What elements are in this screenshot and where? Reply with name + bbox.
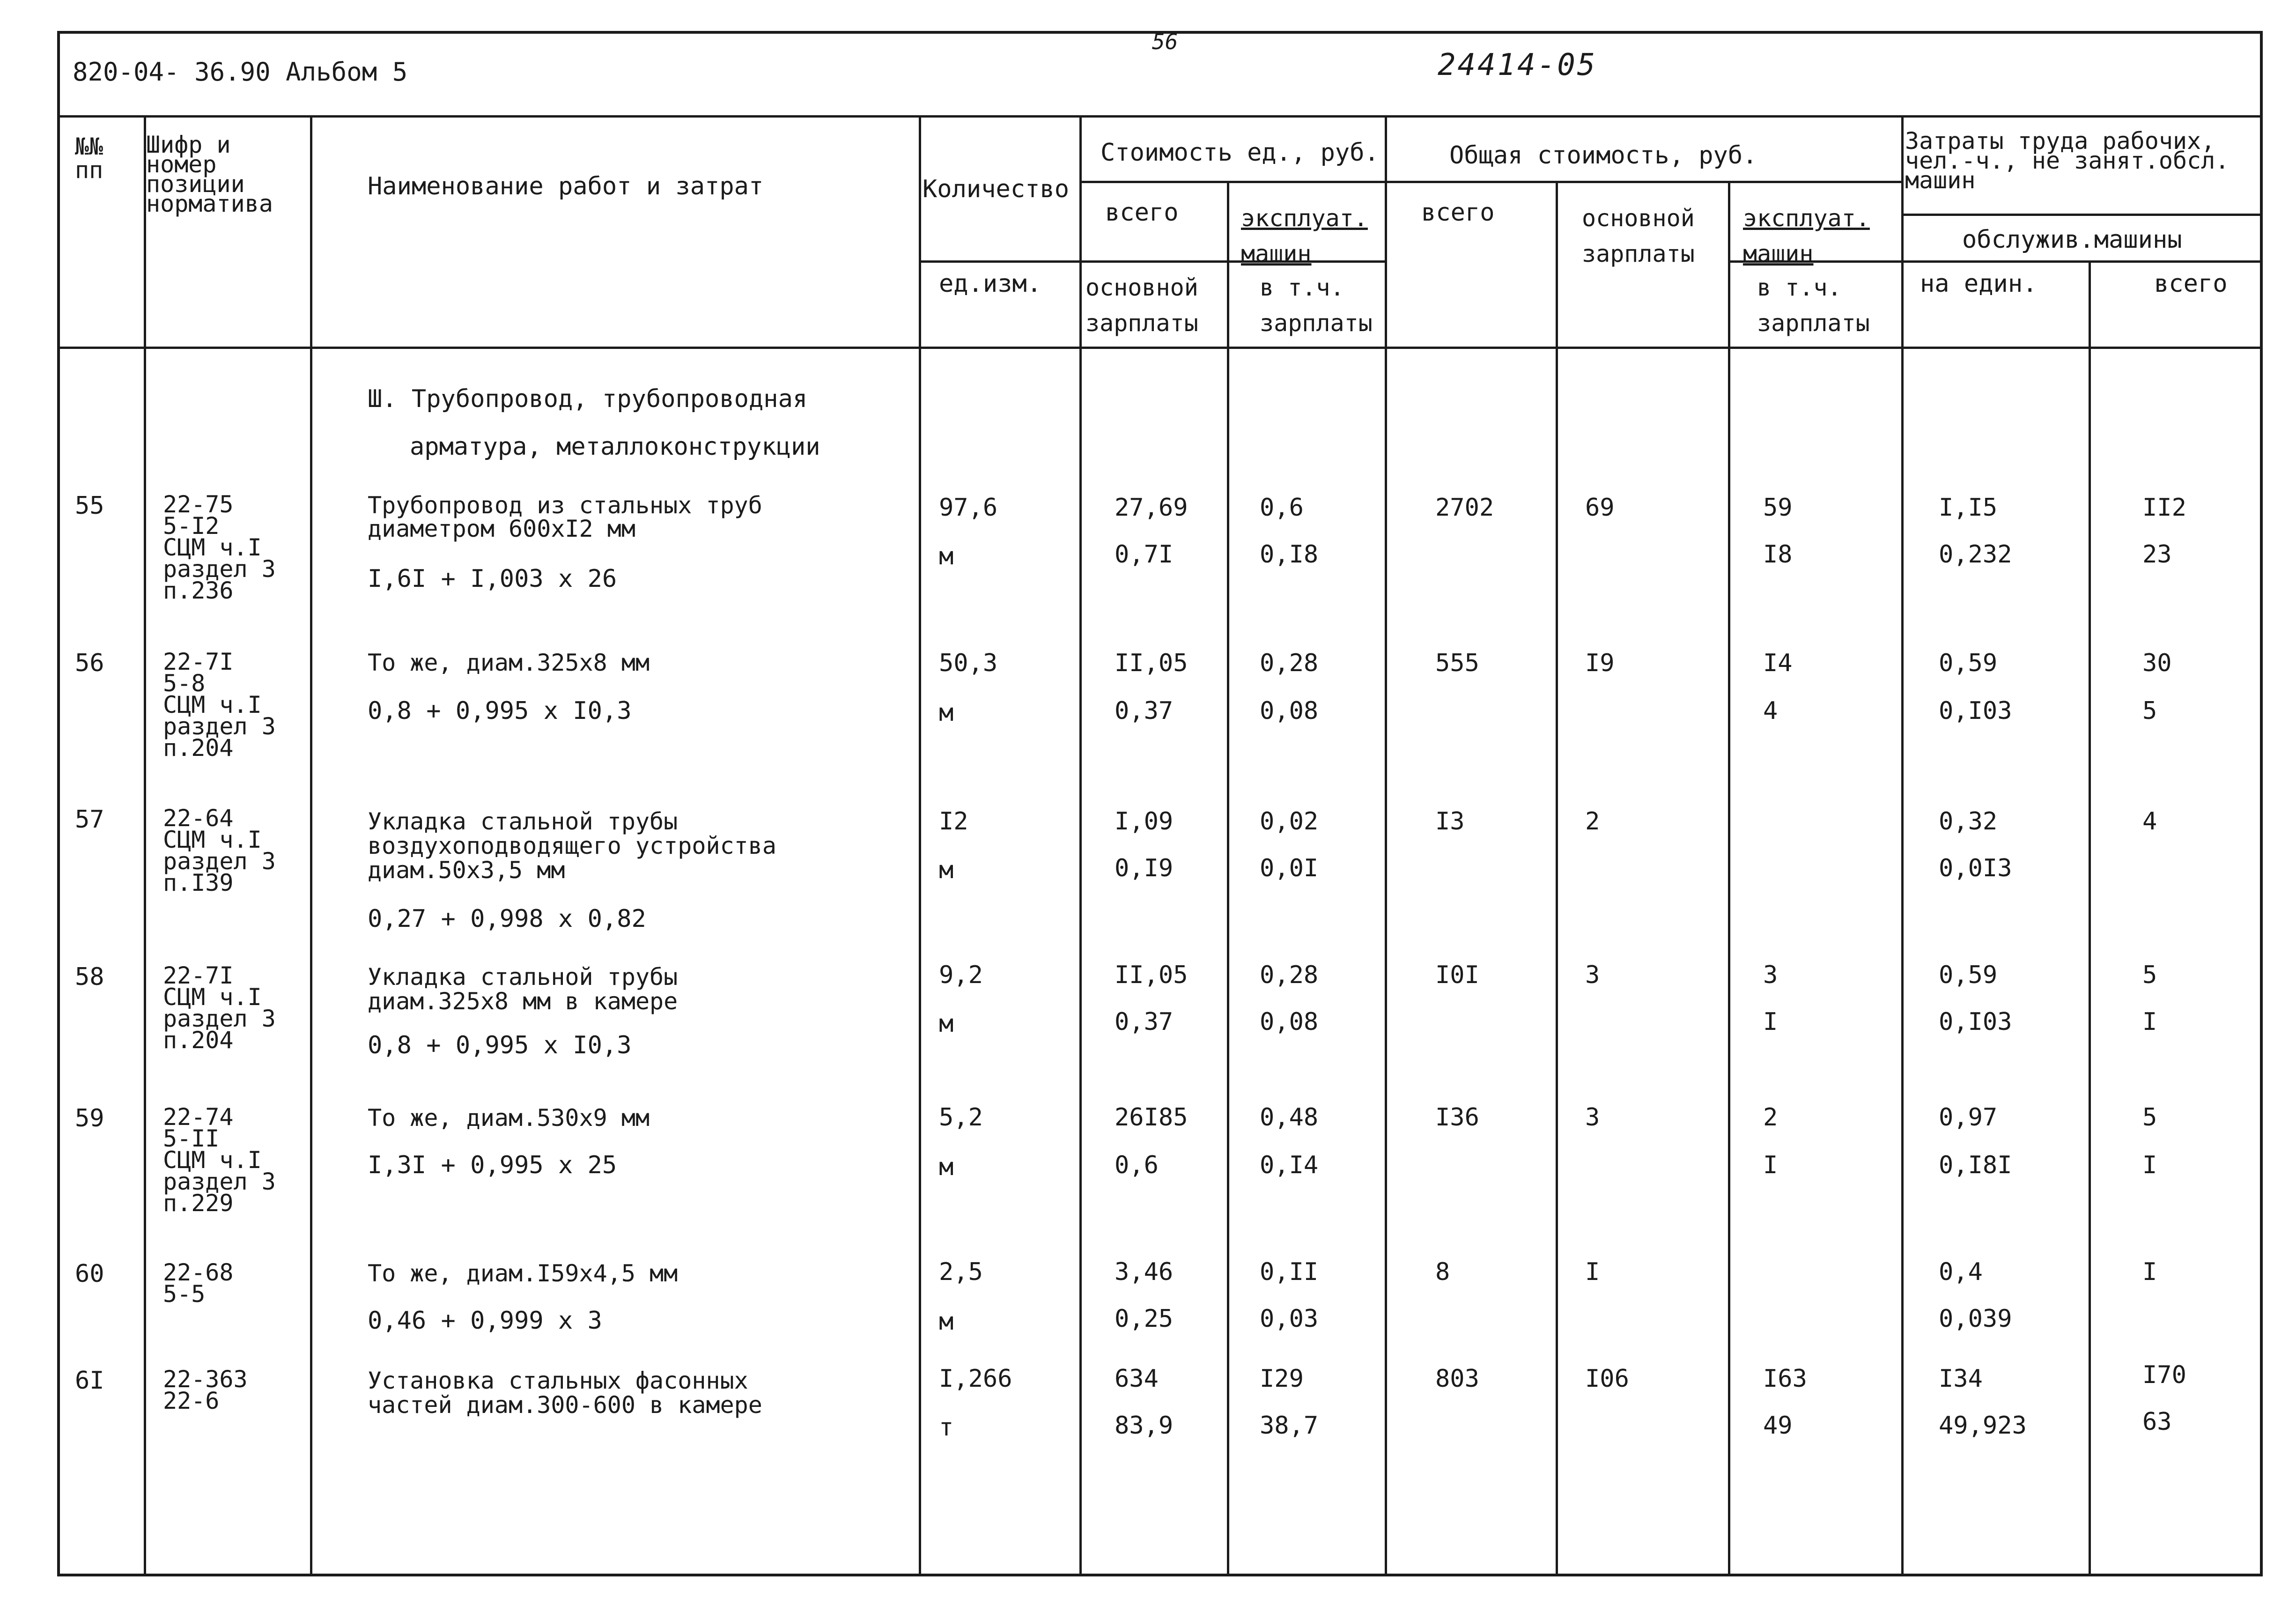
col-rule-6 [1385, 115, 1387, 1576]
row-lab-total: 5 [2142, 1103, 2157, 1132]
col-header-uc-mach-incl: в т.ч. зарплаты [1260, 274, 1373, 337]
header-top-rule [57, 115, 2263, 118]
row-name: То же, диам.325x8 мм [368, 649, 650, 676]
row-tc-mach-incl: 49 [1763, 1412, 1793, 1440]
row-uc-basic: 0,6 [1115, 1151, 1159, 1179]
col-rule-8 [1728, 181, 1730, 1576]
row-lab-unit-2: 0,0I3 [1939, 854, 2012, 882]
row-qty: I,266 [939, 1365, 1012, 1393]
row-lab-unit-2: 0,I8I [1939, 1151, 2012, 1179]
row-tc-total: 8 [1435, 1258, 1450, 1286]
row-uc-basic: 0,I9 [1115, 854, 1174, 882]
col-rule-5 [1227, 181, 1229, 1576]
row-qty: 2,5 [939, 1258, 983, 1286]
col-header-uc-total: всего [1105, 199, 1179, 227]
row-uc-total: II,05 [1115, 649, 1188, 677]
row-cipher: 22-64 СЦМ ч.I раздел 3 п.I39 [163, 805, 276, 896]
row-cipher: 22-75 5-I2 СЦМ ч.I раздел 3 п.236 [163, 491, 276, 604]
row-lab-unit-2: 0,I03 [1939, 1008, 2012, 1036]
row-formula: 0,46 + 0,999 x 3 [368, 1307, 602, 1335]
row-uc-mach-incl: 0,I8 [1260, 540, 1319, 569]
col-header-uc-mach: эксплуат. машин [1241, 205, 1368, 267]
row-uc-total: II,05 [1115, 961, 1188, 989]
row-uc-mach: 0,II [1260, 1258, 1319, 1286]
col-header-qty: Количество [923, 175, 1070, 203]
row-cipher: 22-7I СЦМ ч.I раздел 3 п.204 [163, 962, 276, 1054]
row-unit: м [939, 1153, 954, 1181]
col-rule-3 [919, 115, 921, 1576]
row-tc-basic: 69 [1585, 494, 1615, 522]
row-uc-mach-incl: 38,7 [1260, 1412, 1319, 1440]
row-cipher: 22-68 5-5 [163, 1259, 234, 1308]
row-lab-total-2: I [2142, 1008, 2157, 1036]
row-lab-total: I [2142, 1258, 2157, 1286]
col-rule-1 [144, 115, 146, 1576]
row-uc-total: 26I85 [1115, 1103, 1188, 1132]
row-lab-unit: 0,59 [1939, 649, 1998, 677]
row-formula: I,6I + I,003 x 26 [368, 565, 617, 593]
row-qty: 97,6 [939, 494, 998, 522]
row-uc-basic: 0,37 [1115, 1008, 1174, 1036]
row-name: Трубопровод из стальных труб диаметром 600xI2 мм [368, 492, 762, 542]
row-tc-basic: I [1585, 1258, 1600, 1286]
row-lab-total: 5 [2142, 961, 2157, 989]
row-uc-total: 634 [1115, 1365, 1159, 1393]
col-header-name: Наименование работ и затрат [368, 172, 764, 200]
section-heading-line-1: Ш. Трубопровод, трубопроводная [368, 385, 808, 413]
row-tc-mach: 3 [1763, 961, 1778, 989]
row-name: То же, диам.530x9 мм [368, 1104, 650, 1132]
row-tc-mach: I4 [1763, 649, 1793, 677]
col-rule-2 [310, 115, 312, 1576]
row-lab-total: II2 [2142, 494, 2186, 522]
row-uc-mach-incl: 0,03 [1260, 1305, 1319, 1333]
page-number: 56 [1152, 29, 1178, 54]
row-qty: 50,3 [939, 649, 998, 677]
row-lab-total-2: I [2142, 1151, 2157, 1179]
row-num: 6I [75, 1367, 104, 1395]
row-tc-mach-incl: 4 [1763, 697, 1778, 725]
row-num: 55 [75, 492, 104, 520]
row-cipher: 22-7I 5-8 СЦМ ч.I раздел 3 п.204 [163, 648, 276, 762]
row-uc-mach-incl: 0,08 [1260, 1008, 1319, 1036]
col-header-unit-cost: Стоимость ед., руб. [1100, 139, 1379, 167]
row-tc-mach-incl: I8 [1763, 540, 1793, 569]
document-code: 820-04- 36.90 Альбом 5 [73, 57, 408, 87]
row-formula: 0,27 + 0,998 x 0,82 [368, 905, 646, 933]
row-tc-basic: 3 [1585, 961, 1600, 989]
row-unit: м [939, 1308, 954, 1336]
row-lab-unit: 0,59 [1939, 961, 1998, 989]
row-lab-unit-2: 0,039 [1939, 1305, 2012, 1333]
col-rule-10 [2089, 260, 2091, 1576]
row-uc-total: 27,69 [1115, 494, 1188, 522]
row-unit: м [939, 542, 954, 570]
row-tc-basic: I06 [1585, 1365, 1629, 1393]
row-lab-unit-2: 0,I03 [1939, 697, 2012, 725]
row-lab-unit-2: 0,232 [1939, 540, 2012, 569]
row-lab-total-2: 23 [2142, 540, 2172, 569]
col-header-labor: Затраты труда рабочих, чел.-ч., не занят.обсл. машин [1905, 127, 2230, 194]
row-lab-total-2: 63 [2142, 1408, 2172, 1436]
row-name: Установка стальных фасонных частей диам.300-600 в камере [368, 1367, 762, 1419]
row-uc-mach: I29 [1260, 1365, 1304, 1393]
row-lab-unit: 0,97 [1939, 1103, 1998, 1132]
col-header-uc-basic: основной зарплаты [1085, 274, 1198, 337]
col-rule-7 [1556, 181, 1558, 1576]
row-uc-mach: 0,02 [1260, 807, 1319, 836]
row-uc-basic: 83,9 [1115, 1412, 1174, 1440]
row-tc-total: 803 [1435, 1365, 1479, 1393]
row-cipher: 22-74 5-II СЦМ ч.I раздел 3 п.229 [163, 1103, 276, 1217]
row-uc-mach: 0,28 [1260, 961, 1319, 989]
col-header-tc-mach-incl: в т.ч. зарплаты [1757, 274, 1870, 337]
row-uc-total: 3,46 [1115, 1258, 1174, 1286]
row-lab-total: 30 [2142, 649, 2172, 677]
row-cipher: 22-363 22-6 [163, 1366, 248, 1414]
row-uc-mach-incl: 0,0I [1260, 854, 1319, 882]
row-lab-unit-2: 49,923 [1939, 1412, 2027, 1440]
row-tc-mach: 2 [1763, 1103, 1778, 1132]
header-bottom-rule [57, 347, 2263, 349]
cost-group-rule [1079, 181, 1901, 183]
row-lab-unit: 0,4 [1939, 1258, 1983, 1286]
row-num: 60 [75, 1260, 104, 1288]
col-header-cipher: Шифр и номер позиции норматива [146, 131, 273, 217]
row-name: То же, диам.I59x4,5 мм [368, 1260, 678, 1287]
row-num: 57 [75, 806, 104, 834]
row-num: 59 [75, 1104, 104, 1132]
col-header-tc-basic: основной зарплаты [1582, 205, 1695, 267]
row-tc-total: I36 [1435, 1103, 1479, 1132]
row-name: Укладка стальной трубы воздухоподводящего устройства диам.50x3,5 мм [368, 808, 776, 884]
row-formula: 0,8 + 0,995 x I0,3 [368, 697, 632, 725]
row-tc-total: 2702 [1435, 494, 1494, 522]
row-unit: м [939, 856, 954, 884]
row-uc-mach: 0,28 [1260, 649, 1319, 677]
row-qty: I2 [939, 807, 968, 836]
row-lab-total-2: 5 [2142, 697, 2157, 725]
row-tc-mach: 59 [1763, 494, 1793, 522]
col-header-labor-serv: обслужив.машины [1962, 226, 2182, 254]
row-num: 58 [75, 963, 104, 991]
row-lab-total: 4 [2142, 807, 2157, 836]
row-uc-mach-incl: 0,08 [1260, 697, 1319, 725]
row-uc-basic: 0,37 [1115, 697, 1174, 725]
row-lab-unit: I,I5 [1939, 494, 1998, 522]
row-tc-mach: I63 [1763, 1365, 1807, 1393]
col-header-labor-unit: на един. [1920, 270, 2038, 298]
col-header-tc-total: всего [1421, 199, 1495, 227]
row-qty: 9,2 [939, 961, 983, 989]
row-tc-total: I0I [1435, 961, 1479, 989]
row-uc-basic: 0,25 [1115, 1305, 1174, 1333]
row-unit: м [939, 1010, 954, 1038]
labor-group-rule [1901, 214, 2263, 216]
section-heading-line-2: арматура, металлоконструкции [410, 433, 820, 461]
row-num: 56 [75, 649, 104, 677]
sheet-number: 24414-05 [1438, 48, 1597, 82]
row-uc-mach: 0,6 [1260, 494, 1304, 522]
row-uc-mach-incl: 0,I4 [1260, 1151, 1319, 1179]
row-formula: I,3I + 0,995 x 25 [368, 1151, 617, 1179]
row-name: Укладка стальной трубы диам.325x8 мм в камере [368, 963, 678, 1015]
col-header-num: №№ пп [75, 133, 103, 184]
col-header-unit: ед.изм. [939, 270, 1042, 298]
col-header-labor-total: всего [2154, 270, 2228, 298]
row-lab-unit: 0,32 [1939, 807, 1998, 836]
col-rule-4 [1079, 115, 1082, 1576]
row-tc-total: I3 [1435, 807, 1465, 836]
row-unit: м [939, 699, 954, 727]
col-header-total-cost: Общая стоимость, руб. [1449, 141, 1757, 170]
page-frame [57, 31, 2263, 1576]
row-uc-mach: 0,48 [1260, 1103, 1319, 1132]
col-rule-9 [1901, 115, 1904, 1576]
row-formula: 0,8 + 0,995 x I0,3 [368, 1031, 632, 1059]
row-unit: т [939, 1413, 954, 1442]
row-lab-total: I70 [2142, 1361, 2186, 1389]
row-lab-unit: I34 [1939, 1365, 1983, 1393]
row-tc-total: 555 [1435, 649, 1479, 677]
row-tc-basic: I9 [1585, 649, 1615, 677]
row-qty: 5,2 [939, 1103, 983, 1132]
row-tc-basic: 3 [1585, 1103, 1600, 1132]
row-tc-mach-incl: I [1763, 1151, 1778, 1179]
row-uc-total: I,09 [1115, 807, 1174, 836]
row-tc-basic: 2 [1585, 807, 1600, 836]
col-header-tc-mach: эксплуат. машин [1743, 205, 1870, 267]
row-uc-basic: 0,7I [1115, 540, 1174, 569]
row-tc-mach-incl: I [1763, 1008, 1778, 1036]
